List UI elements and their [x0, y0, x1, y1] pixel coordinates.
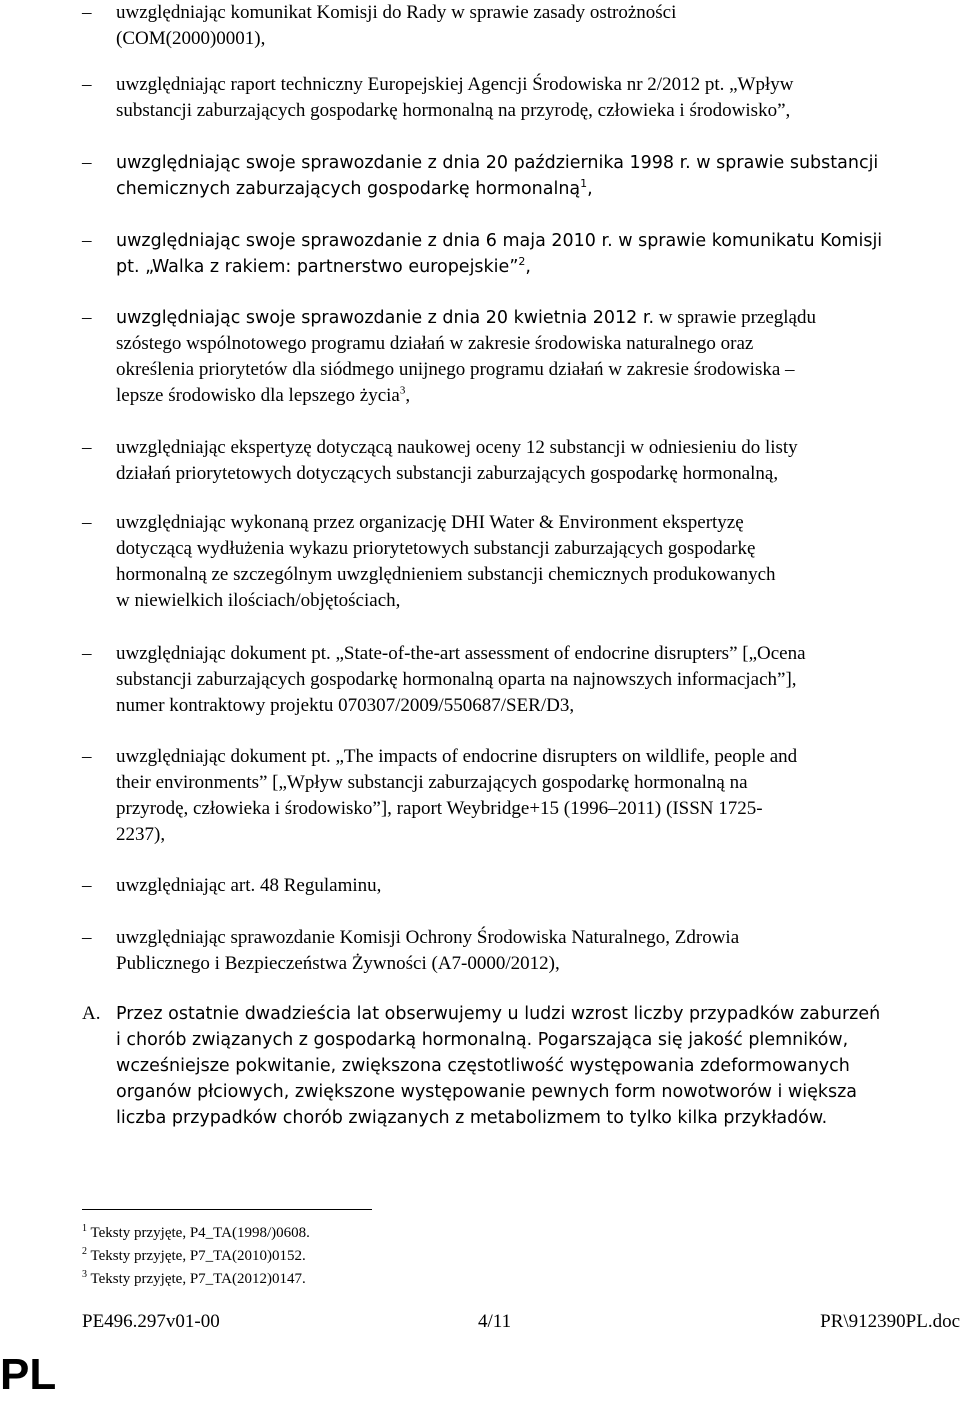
citation-text: uwzględniając komunikat Komisji do Rady w sprawie zasady ostrożności (COM(2000)0001), [116, 2, 677, 49]
footnote-number: 2 [82, 1246, 87, 1257]
citation-text: uwzględniając ekspertyzę dotyczącą naukowej oceny 12 substancji w odniesieniu do listy działań priorytetowych dotyczących substancji zaburzających gospodarkę hormonalną, [116, 437, 798, 484]
recital-text: Przez ostatnie dwadzieścia lat obserwujemy u ludzi wzrost liczby przypadków zaburzeń i chorób związanych z gospodarką hormonalną. Pogarszająca się jakość plemników, wcześniejsze pokwitanie, zwiększona częstotliwość występowania zdeformowanych organów płciowych, zwiększone występowanie pewnych form nowotworów i większa liczba przypadków chorób związanych z metabolizmem to tylko kilka przykładów. [116, 1004, 881, 1128]
list-dash: – [82, 746, 92, 767]
footnote-text: Teksty przyjęte, P7_TA(2012)0147. [90, 1271, 306, 1287]
citation-text-part: uwzględniając swoje sprawozdanie z dnia 20 października 1998 r. w sprawie substancji chemicznych zaburzających gospodarkę hormonalną [116, 153, 879, 199]
citation-text: uwzględniając wykonaną przez organizację DHI Water & Environment ekspertyzę dotyczącą wydłużenia wykazu priorytetowych substancji zaburzających gospodarkę hormonalną ze szczególnym uwzględnieniem substancji chemicznych produkowanych w niewielkich ilościach/objętościach, [116, 512, 776, 611]
recital-letter: A. [82, 1003, 101, 1024]
list-dash: – [82, 74, 92, 95]
list-dash: – [82, 2, 92, 23]
citation-text-part: uwzględniając swoje sprawozdanie z dnia 6 maja 2010 r. w sprawie komunikatu Komisji pt. „Walka z rakiem: partnerstwo europejskie” [116, 231, 883, 277]
citation-text-part: , [587, 179, 593, 199]
citation-text: uwzględniając art. 48 Regulaminu, [116, 875, 382, 896]
file-name: PR\912390PL.doc [820, 1311, 960, 1332]
footnote-number: 3 [82, 1269, 87, 1280]
footnote-ref[interactable]: 3 [399, 384, 406, 397]
document-reference: PE496.297v01-00 [82, 1311, 220, 1332]
footnote-separator [82, 1209, 372, 1210]
language-tag: PL [0, 1350, 57, 1399]
citation-text-part: uwzględniając swoje sprawozdanie z dnia 20 kwietnia 2012 r. [116, 308, 655, 328]
list-dash: – [82, 512, 92, 533]
list-dash: – [82, 152, 92, 173]
list-dash: – [82, 307, 92, 328]
footnote-item [82, 1245, 582, 1268]
citation-text-part: , [405, 385, 411, 406]
citation-text: uwzględniając dokument pt. „The impacts of endocrine disrupters on wildlife, people and their environments” [„Wpływ substancji zaburzających gospodarkę hormonalną na przyrodę, człowieka i środowisko”], raport Weybridge+15 (1996–2011) (ISSN 1725- 2237), [116, 746, 798, 845]
list-dash: – [82, 230, 92, 251]
footnote-text: Teksty przyjęte, P7_TA(2010)0152. [90, 1248, 306, 1264]
page-footer [82, 1311, 960, 1339]
citation-text: uwzględniając dokument pt. „State-of-the-art assessment of endocrine disrupters” [„Ocena substancji zaburzających gospodarkę hormonalną oparta na najnowszych informacjach”], numer kontraktowy projektu 070307/2009/550687/SER/D3, [116, 643, 806, 716]
list-dash: – [82, 643, 92, 664]
citation-text-part: , [525, 257, 531, 277]
citation-text-part: w sprawie przeglądu szóstego wspólnotowego programu działań w zakresie środowiska naturalnego oraz określenia priorytetów dla siódmego unijnego programu działań w zakresie środowiska – lepsze środowisko dla lepszego życia [116, 307, 816, 406]
list-dash: – [82, 927, 92, 948]
footnotes [82, 1222, 582, 1291]
citation-text: uwzględniając sprawozdanie Komisji Ochrony Środowiska Naturalnego, Zdrowia Publicznego i Bezpieczeństwa Żywności (A7-0000/2012), [116, 927, 740, 974]
citation-text: uwzględniając raport techniczny Europejskiej Agencji Środowiska nr 2/2012 pt. „Wpływ substancji zaburzających gospodarkę hormonalną na przyrodę, człowieka i środowisko”, [116, 74, 794, 121]
footnote-item [82, 1268, 582, 1291]
citation-text [116, 150, 960, 202]
footnote-text: Teksty przyjęte, P4_TA(1998/)0608. [90, 1225, 310, 1241]
citation-text [116, 305, 960, 409]
citation-text [116, 228, 960, 280]
list-dash: – [82, 437, 92, 458]
page-number: 4/11 [478, 1311, 512, 1332]
footnote-ref[interactable]: 1 [580, 177, 588, 191]
footnote-number: 1 [82, 1223, 87, 1234]
footnote-ref[interactable]: 2 [518, 255, 526, 269]
footnote-item [82, 1222, 582, 1245]
list-dash: – [82, 875, 92, 896]
